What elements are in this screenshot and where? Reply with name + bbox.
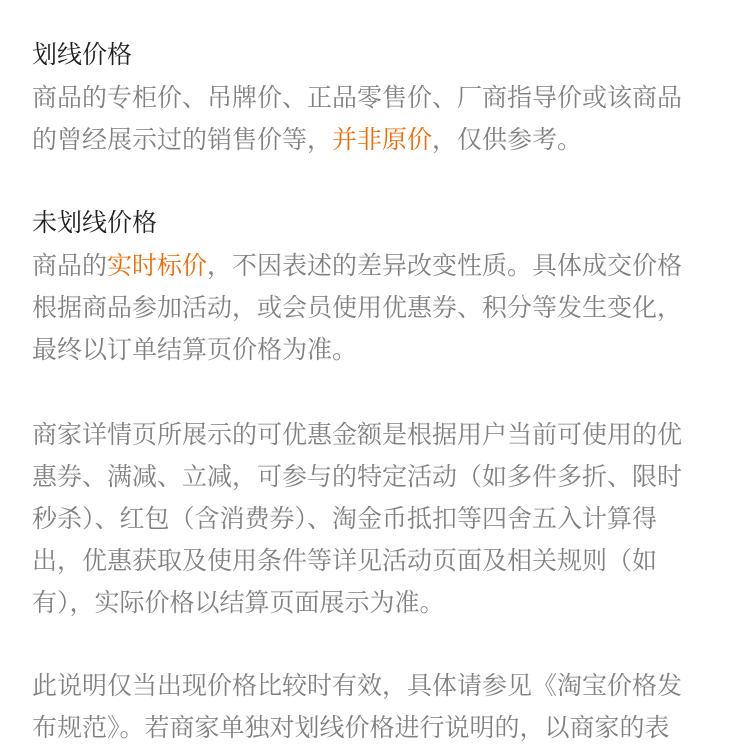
text-line: 此说明仅当出现价格比较时有效，具体请参见《淘宝价格发 bbox=[32, 671, 683, 700]
text-segment: 的曾经展示过的销售价等， bbox=[32, 125, 333, 154]
text-line: 秒杀）、红包（含消费券）、淘金币抵扣等四舍五入计算得 bbox=[32, 504, 658, 533]
text-segment: ，仅供参考。 bbox=[432, 125, 583, 154]
not-original-price-highlight: 并非原价 bbox=[332, 125, 433, 154]
text-line: 最终以订单结算页价格为准。 bbox=[32, 335, 358, 364]
real-time-price-highlight: 实时标价 bbox=[107, 251, 208, 280]
non-strikethrough-price-description bbox=[32, 245, 682, 371]
text-segment: 商品的 bbox=[32, 251, 108, 280]
text-line bbox=[32, 245, 682, 287]
validity-note-description bbox=[32, 665, 682, 749]
text-line: 商家详情页所展示的可优惠金额是根据用户当前可使用的优 bbox=[32, 420, 683, 449]
text-line: 布规范》。若商家单独对划线价格进行说明的，以商家的表 bbox=[32, 713, 670, 742]
text-line: 出，优惠获取及使用条件等详见活动页面及相关规则（如 bbox=[32, 546, 658, 575]
text-segment: ，不因表述的差异改变性质。具体成交价格 bbox=[207, 251, 683, 280]
text-line: 根据商品参加活动，或会员使用优惠券、积分等发生变化， bbox=[32, 293, 683, 322]
non-strikethrough-price-heading: 未划线价格 bbox=[32, 208, 158, 237]
text-line: 商品的专柜价、吊牌价、正品零售价、厂商指导价或该商品 bbox=[32, 83, 683, 112]
discount-amount-description bbox=[32, 414, 682, 624]
strikethrough-price-heading: 划线价格 bbox=[32, 40, 133, 69]
text-line: 有），实际价格以结算页面展示为准。 bbox=[32, 588, 445, 617]
text-line: 惠券、满减、立减，可参与的特定活动（如多件多折、限时 bbox=[32, 462, 683, 491]
strikethrough-price-description bbox=[32, 77, 682, 161]
text-line bbox=[32, 119, 682, 161]
